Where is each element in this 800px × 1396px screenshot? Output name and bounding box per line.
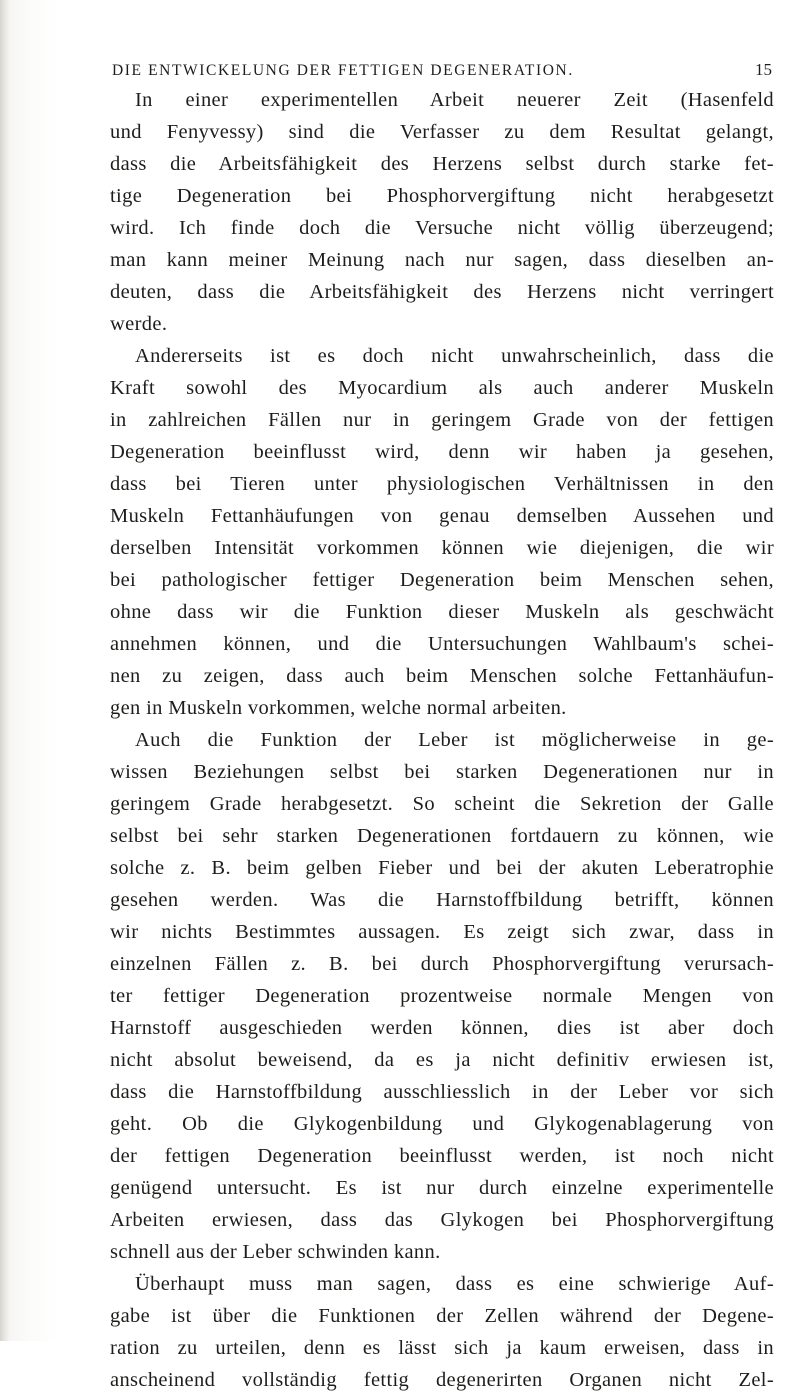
text-line: genügend untersucht. Es ist nur durch einzelne experimentelle [110,1177,774,1199]
text-line: gesehen werden. Was die Harnstoffbildung betrifft, können [110,889,774,911]
text-line: bei pathologischer fettiger Degeneration beim Menschen sehen, [110,569,774,591]
text-line: wir nichts Bestimmtes aussagen. Es zeigt sich zwar, dass in [110,921,774,943]
text-line: der fettigen Degeneration beeinflusst werden, ist noch nicht [110,1145,774,1167]
text-line: nen zu zeigen, dass auch beim Menschen solche Fettanhäufun- [110,665,774,687]
text-line: ter fettiger Degeneration prozentweise normale Mengen von [110,985,774,1007]
text-line: geht. Ob die Glykogenbildung und Glykogenablagerung von [110,1113,774,1135]
text-line: und Fenyvessy) sind die Verfasser zu dem Resultat gelangt, [110,121,774,143]
text-line: In einer experimentellen Arbeit neuerer Zeit (Hasenfeld [135,89,774,111]
text-line: schnell aus der Leber schwinden kann. [110,1241,441,1263]
text-line: Muskeln Fettanhäufungen von genau demselben Aussehen und [110,505,774,527]
text-line: Auch die Funktion der Leber ist möglicherweise in ge- [135,729,774,751]
text-line: Harnstoff ausgeschieden werden können, dies ist aber doch [110,1017,774,1039]
page-number: 15 [755,60,772,79]
text-line: ration zu urteilen, denn es lässt sich ja kaum erweisen, dass in [110,1337,774,1359]
paragraph [110,1268,774,1396]
paragraph [110,84,774,340]
text-line: dass die Harnstoffbildung ausschliesslich in der Leber vor sich [110,1081,774,1103]
text-line: in zahlreichen Fällen nur in geringem Grade von der fettigen [110,409,774,431]
text-line: Kraft sowohl des Myocardium als auch anderer Muskeln [110,377,774,399]
text-line: nicht absolut beweisend, da es ja nicht definitiv erwiesen ist, [110,1049,774,1071]
text-line: Arbeiten erwiesen, dass das Glykogen bei Phosphorvergiftung [110,1209,774,1231]
text-line: geringem Grade herabgesetzt. So scheint die Sekretion der Galle [110,793,774,815]
text-line: dass die Arbeitsfähigkeit des Herzens selbst durch starke fet- [110,153,774,175]
text-line: wird. Ich finde doch die Versuche nicht völlig überzeugend; [110,217,774,239]
text-line: solche z. B. beim gelben Fieber und bei der akuten Leberatrophie [110,857,774,879]
text-line: werde. [110,313,168,335]
paragraph [110,340,774,724]
text-line: wissen Beziehungen selbst bei starken Degenerationen nur in [110,761,774,783]
text-line: anscheinend vollständig fettig degenerirten Organen nicht Zel- [110,1369,774,1391]
running-head-title: DIE ENTWICKELUNG DER FETTIGEN DEGENERATION. [112,62,574,79]
text-line: einzelnen Fällen z. B. bei durch Phosphorvergiftung verursach- [110,953,774,975]
text-line: deuten, dass die Arbeitsfähigkeit des Herzens nicht verringert [110,281,774,303]
body-text [110,84,774,1396]
text-line: ohne dass wir die Funktion dieser Muskeln als geschwächt [110,601,774,623]
text-line: annehmen können, und die Untersuchungen Wahlbaum's schei- [110,633,774,655]
page-binding-edge [0,0,10,1341]
text-line: selbst bei sehr starken Degenerationen fortdauern zu können, wie [110,825,774,847]
text-line: tige Degeneration bei Phosphorvergiftung nicht herabgesetzt [110,185,774,207]
text-line: man kann meiner Meinung nach nur sagen, dass dieselben an- [110,249,774,271]
text-line: derselben Intensität vorkommen können wie diejenigen, die wir [110,537,774,559]
text-line: Überhaupt muss man sagen, dass es eine schwierige Auf- [135,1273,774,1295]
text-line: Andererseits ist es doch nicht unwahrscheinlich, dass die [135,345,774,367]
paragraph [110,724,774,1268]
text-line: Degeneration beeinflusst wird, denn wir haben ja gesehen, [110,441,774,463]
text-line: gabe ist über die Funktionen der Zellen während der Degene- [110,1305,774,1327]
text-line: dass bei Tieren unter physiologischen Verhältnissen in den [110,473,774,495]
text-line: gen in Muskeln vorkommen, welche normal arbeiten. [110,697,567,719]
